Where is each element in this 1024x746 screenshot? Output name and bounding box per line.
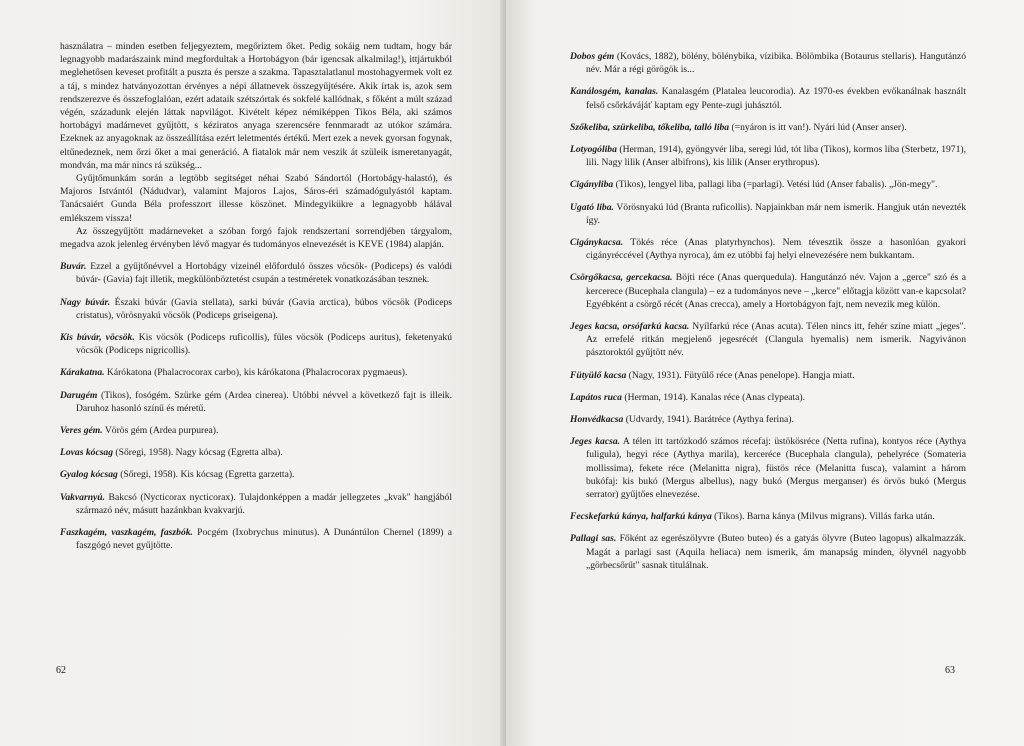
entry — [60, 260, 452, 286]
entry-text: Főként az egerészölyvre (Buteo buteo) és a gatyás ölyvre (Buteo lagopus) alkalmazzák. Magát a parlagi sast (Aquila heliaca) nem ismerik, ám manapság minden, ölyvnél nagyobb „görbecsőrűt" sasnak titulálnak. — [586, 533, 967, 571]
entry-headword: Lovas kócsag — [60, 447, 114, 459]
entry — [60, 468, 452, 481]
left-page — [0, 0, 506, 746]
entry-text: Nyílfarkú réce (Anas acuta). Télen nincs itt, fehér színe miatt „jeges". Az errefelé ritkán megjelenő jegesrécét (Clangula hyemalis) nem ismerik. Nagyivánon pásztoroktól gyűjtött név. — [586, 321, 966, 359]
entry — [570, 50, 966, 76]
entry-headword: Cigányliba — [570, 179, 614, 191]
entry-text: Ezzel a gyűjtőnévvel a Hortobágy vizeinél előforduló összes vöcsök- (Podiceps) és valódi búvár- (Gavia) fajt illetik, megkülönböztetést csupán a testméretek vonatkozásában tesznek. — [76, 261, 452, 286]
entry-text: (Tikos). Barna kánya (Milvus migrans). Villás farka után. — [711, 511, 935, 523]
entry-text: (=nyáron is itt van!). Nyári lúd (Anser anser). — [729, 121, 907, 133]
entry-headword: Pallagi sas. — [570, 533, 617, 545]
intro-paragraph: Az összegyűjtött madárneveket a szóban forgó fajok rendszertani sorrendjében tárgyalom, megadva azok jelenleg érvényben lévő magyar és tudományos elnevezését is KEVE (1984) alapján. — [60, 225, 452, 251]
entry-text: Északi búvár (Gavia stellata), sarki búvár (Gavia arctica), búbos vöcsök (Podiceps cristatus), vörösnyakú vöcsök (Podiceps griseigena). — [76, 296, 452, 321]
right-entries — [570, 50, 966, 572]
entry-headword: Dobos gém — [570, 51, 615, 62]
entry-headword: Jeges kacsa. — [570, 436, 621, 448]
entry-headword: Jeges kacsa, orsófarkú kacsa. — [570, 321, 690, 333]
entry — [60, 331, 452, 357]
entry-text: A télen itt tartózkodó számos récefaj: üstökösréce (Netta rufina), kontyos réce (Aythya fuligula), hegyi réce (Aythya marila), kerceréce (Bucephala clangula), pehelyréce (Somateria mollissima), fekete réce (Melanitta nigra), füstös réce (Melanitta fusca), valamint a három bukófaj: kis bukó (Mergus albellus), nagy bukó (Mergus merganser) és örvös bukó (Mergus serrator) gyűjtőes elnevezése. — [586, 436, 966, 501]
entry-headword: Buvár. — [60, 261, 87, 273]
entry-headword: Szőkeliba, szürkeliba, tőkeliba, talló liba — [570, 121, 730, 133]
entry-headword: Honvédkacsa — [570, 414, 624, 426]
entry-text: Tökés réce (Anas platyrhynchos). Nem tévesztik össze a hasonlóan gyakori cigányréccével (Aythya nyroca), ám ez utóbbi faj helyi elnevezésére nem bukkantam. — [586, 237, 966, 262]
entry-headword: Kis búvár, vöcsök. — [60, 332, 135, 344]
entry — [570, 413, 966, 426]
entry-text: (Kovács, 1882), bölény, bölénybika, vízibika. Bölömbika (Botaurus stellaris). Hangutánzó név. Már a régi görögök is... — [586, 51, 966, 76]
entry-text: Bakcsó (Nycticorax nycticorax). Tulajdonképpen a madár jellegzetes „kvak" hangjából származó név, másutt hazánkban kvakvarjú. — [76, 491, 452, 516]
entry — [60, 491, 452, 517]
left-page-text — [60, 40, 452, 553]
entry — [570, 369, 966, 382]
intro-paragraph: használatra – minden esetben feljegyeztem, megőriztem őket. Pedig sokáig nem tudtam, hogy bár legnagyobb madarászaink mind megfordultak a Hortobágyon (bár igencsak alkalmilag!), ittjártukból meglehetősen keveset profitált a puszta és persze a szakma. Tapasztalatlanul mostohagyermek volt ez a táj, s mindez hatványozottan érvényes a népi állatnevek összegyűjtésére. Akik írtak is, azok sem rendszerezve és összefoglalóan, ezért adataik szétszórtak és sokfelé kallódnak, s főként a múlt század végén, századunk elején láttak napvilágot. Kivételt képez némiképpen Tikos Béla, aki számos hortobágyi madárnevet gyűjtött, s kéziratos anyaga szerencsére fennmaradt az utókor számára. Ezeknek az anyagoknak az összeállítása ezért leletmentés értékű. Mert ezek a nevek gyorsan fogynak, eltűnedeznek, nem őrzi őket a mai generáció. A fiatalok már nem veszik át szüleik ismeretanyagát, mondván, ma már nincs rá szükség... — [60, 41, 452, 171]
entry-headword: Lotyogóliba — [570, 144, 617, 156]
intro — [60, 40, 452, 251]
entry-text: Kis vöcsök (Podiceps ruficollis), füles vöcsök (Podiceps auritus), feketenyakú vöcsök (Podiceps nigricollis). — [76, 332, 452, 357]
entry-text: (Nagy, 1931). Fütyülő réce (Anas penelope). Hangja miatt. — [626, 369, 855, 381]
entry — [570, 435, 966, 501]
entry — [570, 178, 966, 191]
entry-headword: Fütyülő kacsa — [570, 369, 627, 381]
entry-headword: Vakvarnyú. — [60, 491, 106, 503]
entry-text: (Sőregi, 1958). Kis kócsag (Egretta garzetta). — [117, 469, 295, 481]
entry-text: (Herman, 1914), gyöngyvér liba, seregi lúd, tót liba (Tikos), kormos liba (Sterbetz, 1971), lili. Nagy lilik (Anser albifrons), kis lilik (Anser erythropus). — [586, 144, 966, 169]
entry-headword: Darugém — [60, 389, 98, 401]
entry-headword: Kanálosgém, kanalas. — [570, 86, 659, 98]
entry — [570, 271, 966, 311]
entry — [570, 236, 966, 262]
entry — [60, 424, 452, 437]
entry — [570, 391, 966, 404]
entry-headword: Nagy búvár. — [60, 296, 111, 308]
entry-text: (Udvardy, 1941). Barátréce (Aythya ferina). — [623, 414, 794, 426]
entry — [570, 121, 966, 134]
entry-text: (Tikos), lengyel liba, pallagi liba (=parlagi). Vetési lúd (Anser fabalis). „Jön-megy". — [613, 179, 938, 191]
entry-headword: Csörgőkacsa, gercekacsa. — [570, 272, 673, 284]
right-page — [506, 0, 1024, 746]
entry — [570, 143, 966, 169]
entry — [570, 201, 966, 227]
entry-text: (Sőregi, 1958). Nagy kócsag (Egretta alba). — [113, 447, 283, 459]
entry-headword: Veres gém. — [60, 425, 103, 437]
intro-paragraph: Gyűjtőmunkám során a legtöbb segítséget néhai Szabó Sándortól (Hortobágy-halastó), és Majoros Istvántól (Nádudvar), valamint Majoros Lajos, Sáros-éri számadógulyástól kaptam. Tanácsaiért Gunda Béla professzort illesse köszönet. Mindegyikükre a legnagyobb hálával emlékszem vissza! — [60, 173, 452, 224]
entry-text: Vörös gém (Ardea purpurea). — [102, 425, 219, 437]
entry — [570, 532, 966, 572]
page-number-left: 62 — [56, 665, 66, 676]
entry — [60, 296, 452, 322]
page-number-right: 63 — [945, 665, 955, 676]
entry-text: Kárókatona (Phalacrocorax carbo), kis kárókatona (Phalacrocorax pygmaeus). — [104, 367, 408, 379]
entry-text: Pocgém (Ixobrychus minutus). A Dunántúlon Chernel (1899) a faszgógó nevet gyűjtötte. — [76, 527, 452, 552]
entry-headword: Faszkagém, vaszkagém, faszbók. — [60, 527, 193, 539]
entry — [570, 320, 966, 360]
entry-headword: Ugató liba. — [570, 201, 614, 213]
entry — [60, 389, 452, 415]
entry-headword: Fecskefarkú kánya, halfarkú kánya — [570, 511, 712, 523]
entry-text: Kanalasgém (Platalea leucorodia). Az 1970-es években evőkanálnak használt felső csőrkávájáť kaptam egy Pente-zugi juhásztól. — [586, 86, 966, 111]
entry-headword: Gyalog kócsag — [60, 469, 118, 481]
entry — [60, 446, 452, 459]
entry — [570, 510, 966, 523]
entry-headword: Kárakatna. — [60, 367, 105, 379]
entry-text: (Tikos), fosógém. Szürke gém (Ardea cinerea). Utóbbi névvel a következő fajt is illeik. Daruhoz hasonló színű és méretű. — [76, 389, 452, 414]
entry — [570, 85, 966, 111]
entry-headword: Lapátos ruca — [570, 391, 622, 403]
left-entries — [60, 260, 452, 552]
entry-text: Böjti réce (Anas querquedula). Hangutánzó név. Vajon a „gerce" szó és a kercerece (Bucephala clangula) – ez a tudományos neve – „kerce" előtagja között van-e kapcsolat? Egyébként a csörgő récét (Anas crecca), amely a Hortobágyon fajt, nem nevezik meg külön. — [586, 272, 966, 310]
entry-headword: Cigánykacsa. — [570, 237, 624, 249]
entry — [60, 526, 452, 552]
entry-text: Vörösnyakú lúd (Branta ruficollis). Napjainkban már nem ismerik. Hangjuk után nevezték így. — [586, 201, 966, 226]
entry — [60, 366, 452, 379]
entry-text: (Herman, 1914). Kanalas réce (Anas clypeata). — [621, 391, 805, 403]
